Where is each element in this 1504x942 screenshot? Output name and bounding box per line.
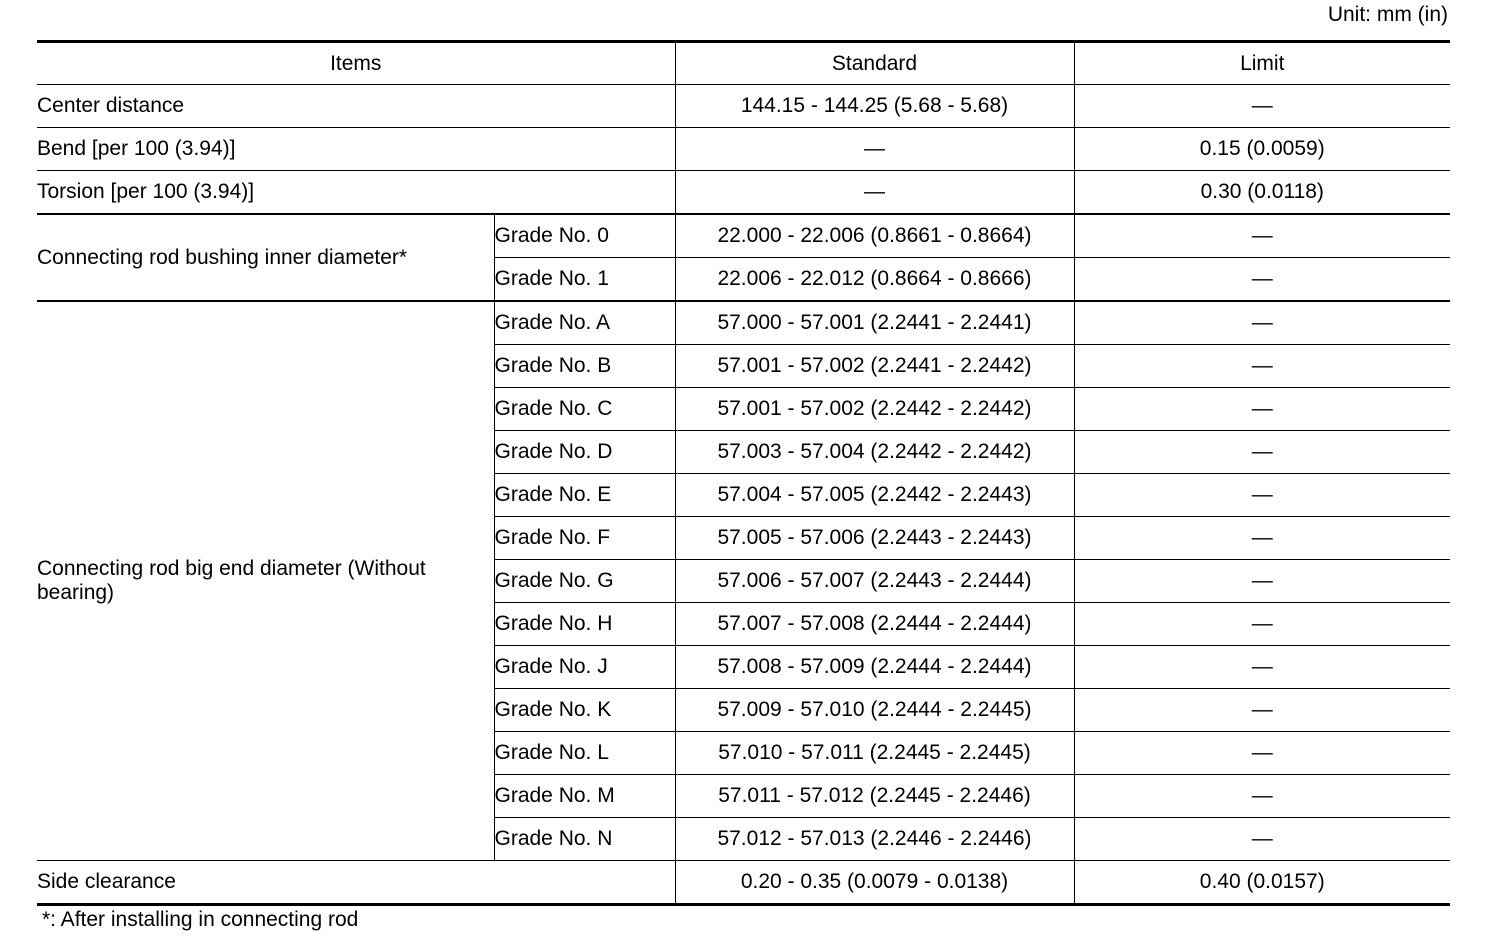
limit-value: — [1074,431,1450,474]
standard-value: 57.009 - 57.010 (2.2444 - 2.2445) [675,689,1074,732]
table-header-row [37,42,1450,85]
grade-label: Grade No. F [494,517,675,560]
limit-value: — [1074,517,1450,560]
grade-label: Grade No. A [494,301,675,345]
grade-label: Grade No. N [494,818,675,861]
header-standard: Standard [675,42,1074,85]
header-limit: Limit [1074,42,1450,85]
standard-value: 57.001 - 57.002 (2.2442 - 2.2442) [675,388,1074,431]
unit-label: Unit: mm (in) [1327,3,1448,26]
limit-value: — [1074,732,1450,775]
limit-value: 0.15 (0.0059) [1074,128,1450,171]
row-bushing-grade [37,214,1450,258]
standard-value: 22.006 - 22.012 (0.8664 - 0.8666) [675,258,1074,302]
limit-value: — [1074,603,1450,646]
limit-value: — [1074,646,1450,689]
grade-label: Grade No. 0 [494,214,675,258]
standard-value: 57.003 - 57.004 (2.2442 - 2.2442) [675,431,1074,474]
limit-value: — [1074,474,1450,517]
standard-value: 57.008 - 57.009 (2.2444 - 2.2444) [675,646,1074,689]
limit-value: — [1074,258,1450,302]
limit-value: — [1074,388,1450,431]
item-label-big-end: Connecting rod big end diameter (Without bearing) [37,301,494,861]
standard-value: — [675,128,1074,171]
grade-label: Grade No. B [494,345,675,388]
limit-value: — [1074,775,1450,818]
grade-label: Grade No. L [494,732,675,775]
standard-value: 57.001 - 57.002 (2.2441 - 2.2442) [675,345,1074,388]
limit-value: — [1074,214,1450,258]
standard-value: 57.006 - 57.007 (2.2443 - 2.2444) [675,560,1074,603]
item-label-bushing: Connecting rod bushing inner diameter* [37,214,494,301]
standard-value: 0.20 - 0.35 (0.0079 - 0.0138) [675,861,1074,905]
grade-label: Grade No. C [494,388,675,431]
grade-label: Grade No. 1 [494,258,675,302]
limit-value: 0.40 (0.0157) [1074,861,1450,905]
footnote: *: After installing in connecting rod [42,908,359,931]
limit-value: 0.30 (0.0118) [1074,171,1450,215]
grade-label: Grade No. K [494,689,675,732]
item-label: Bend [per 100 (3.94)] [37,128,675,171]
row-side-clearance [37,861,1450,905]
limit-value: — [1074,301,1450,345]
item-label: Torsion [per 100 (3.94)] [37,171,675,215]
limit-value: — [1074,560,1450,603]
header-items: Items [37,42,675,85]
grade-label: Grade No. E [494,474,675,517]
row-bend [37,128,1450,171]
standard-value: 57.007 - 57.008 (2.2444 - 2.2444) [675,603,1074,646]
standard-value: 144.15 - 144.25 (5.68 - 5.68) [675,85,1074,128]
row-center-distance [37,85,1450,128]
standard-value: 57.010 - 57.011 (2.2445 - 2.2445) [675,732,1074,775]
standard-value: — [675,171,1074,215]
item-label: Side clearance [37,861,675,905]
row-torsion [37,171,1450,215]
item-label: Center distance [37,85,675,128]
grade-label: Grade No. J [494,646,675,689]
row-big-end-grade [37,301,1450,345]
standard-value: 57.011 - 57.012 (2.2445 - 2.2446) [675,775,1074,818]
grade-label: Grade No. H [494,603,675,646]
grade-label: Grade No. G [494,560,675,603]
grade-label: Grade No. D [494,431,675,474]
limit-value: — [1074,85,1450,128]
standard-value: 57.000 - 57.001 (2.2441 - 2.2441) [675,301,1074,345]
connecting-rod-spec-table [37,40,1450,906]
limit-value: — [1074,345,1450,388]
limit-value: — [1074,818,1450,861]
standard-value: 57.004 - 57.005 (2.2442 - 2.2443) [675,474,1074,517]
standard-value: 57.005 - 57.006 (2.2443 - 2.2443) [675,517,1074,560]
grade-label: Grade No. M [494,775,675,818]
standard-value: 22.000 - 22.006 (0.8661 - 0.8664) [675,214,1074,258]
standard-value: 57.012 - 57.013 (2.2446 - 2.2446) [675,818,1074,861]
limit-value: — [1074,689,1450,732]
